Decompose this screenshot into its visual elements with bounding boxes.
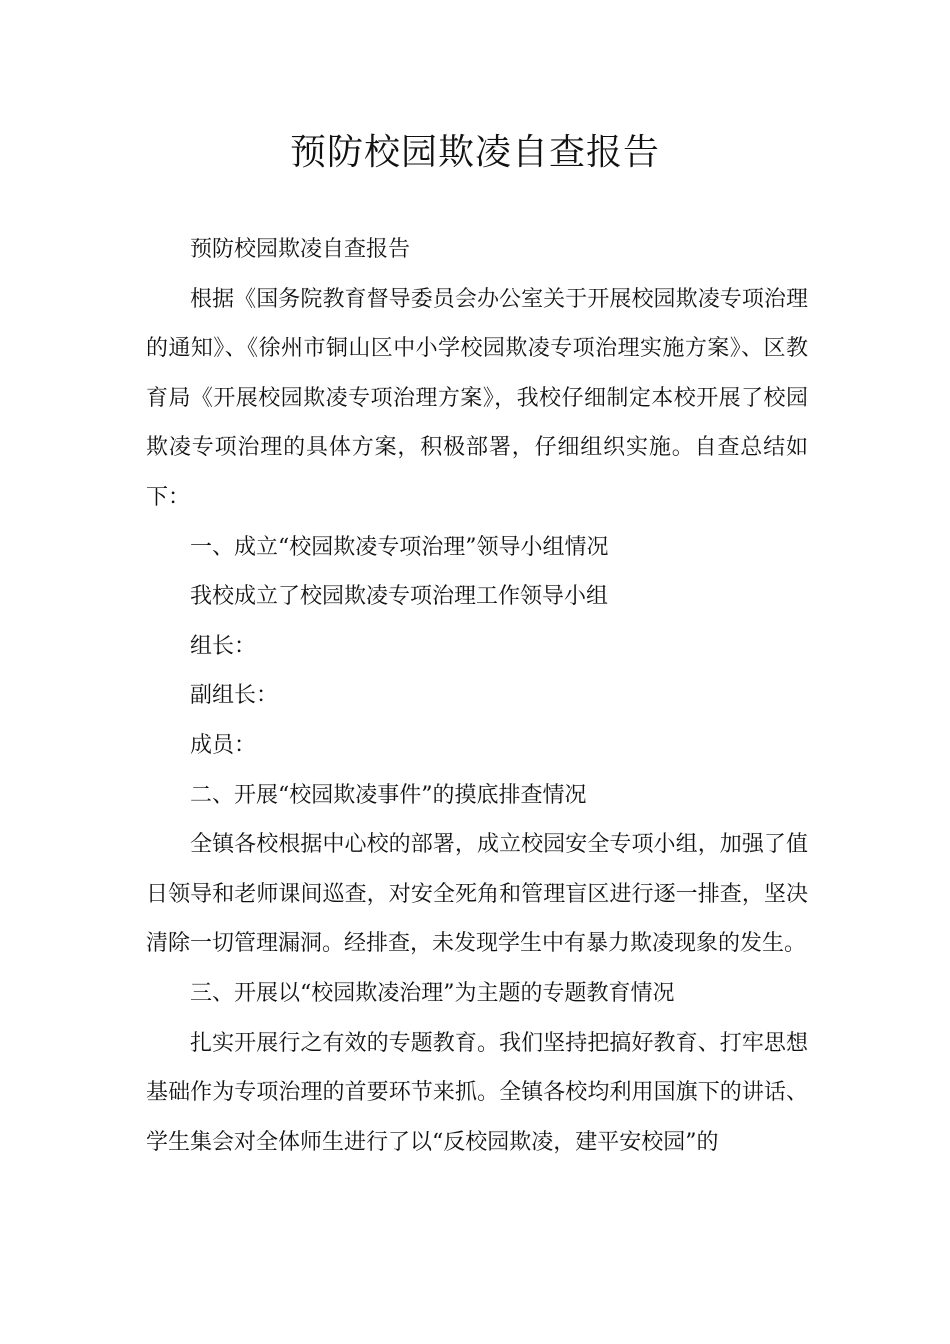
section-heading-2: 二、开展“校园欺凌事件”的摸底排查情况 (190, 782, 587, 808)
document-title: 预防校园欺凌自查报告 (289, 132, 660, 173)
paragraph-subtitle: 预防校园欺凌自查报告 (190, 237, 411, 262)
paragraph: 全镇各校根据中心校的部署，成立校园安全专项小组，加强了值日领导和老师课间巡查，对安全死角和管理盲区进行逐一排查，坚决清除一切管理漏洞。经排查，未发现学生中有暴力欺凌现象的发生。 (146, 832, 808, 957)
paragraph-leader: 组长： (190, 633, 257, 659)
paragraph-intro: 根据《国务院教育督导委员会办公室关于开展校园欺凌专项治理的通知》、《徐州市铜山区中小学校园欺凌专项治理实施方案》、区教育局《开展校园欺凌专项治理方案》，我校仔细制定本校开展了校园欺凌专项治理的具体方案，积极部署，仔细组织实施。自查总结如下： (146, 286, 808, 510)
paragraph: 扎实开展行之有效的专题教育。我们坚持把搞好教育、打牢思想基础作为专项治理的首要环节来抓。全镇各校均利用国旗下的讲话、学生集会对全体师生进行了以“反校园欺凌，建平安校园”的 (146, 1030, 808, 1155)
paragraph: 我校成立了校园欺凌专项治理工作领导小组 (190, 584, 609, 610)
paragraph-deputy-leader: 副组长： (190, 683, 279, 709)
paragraph-members: 成员： (190, 732, 257, 758)
document-body (146, 225, 808, 1167)
section-heading-1: 一、成立“校园欺凌专项治理”领导小组情况 (190, 534, 609, 560)
section-heading-3: 三、开展以“校园欺凌治理”为主题的专题教育情况 (190, 980, 675, 1006)
